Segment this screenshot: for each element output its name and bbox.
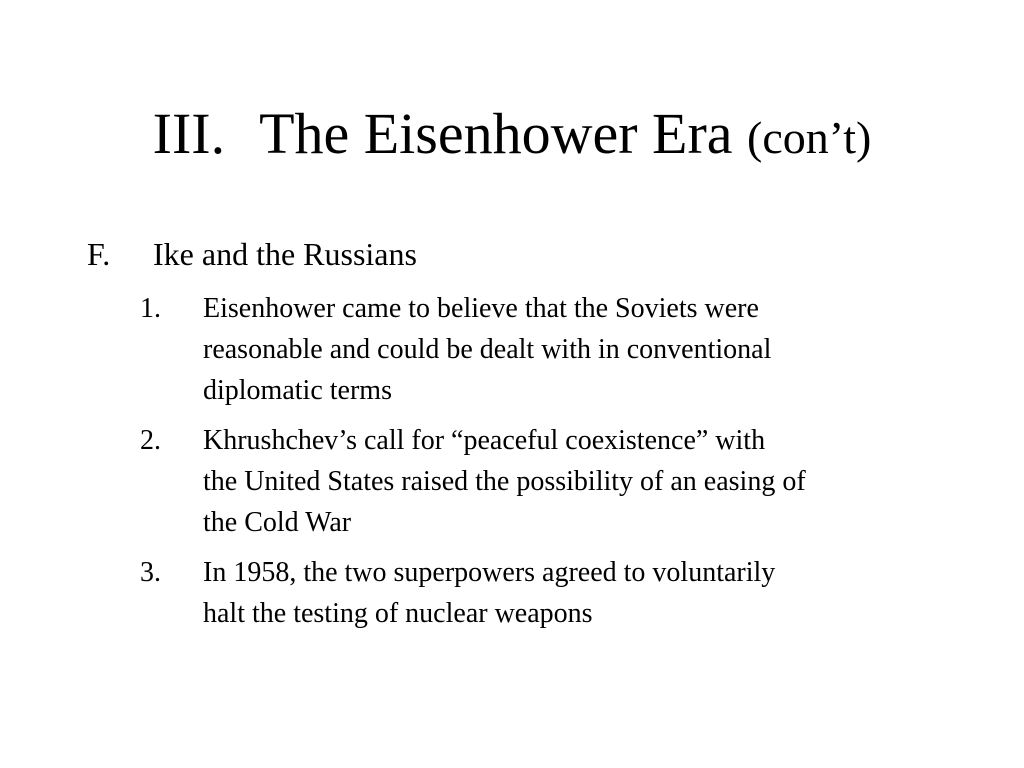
list-item-number: 1. — [140, 293, 161, 324]
list-item-line: the Cold War — [203, 507, 352, 538]
list-item-line: the United States raised the possibility of an easing of — [203, 466, 806, 497]
numbered-list — [140, 288, 960, 643]
title-main-text: The Eisenhower Era — [259, 101, 733, 166]
section-heading-row — [87, 234, 417, 274]
list-item-line: reasonable and could be dealt with in conventional — [203, 334, 772, 365]
section-marker: F. — [87, 236, 111, 272]
list-item-text — [203, 288, 960, 411]
list-item-text — [203, 552, 960, 634]
list-item — [140, 552, 960, 634]
list-item-line: In 1958, the two superpowers agreed to voluntarily — [203, 557, 776, 588]
list-item-number: 3. — [140, 557, 161, 588]
list-item-text — [203, 420, 960, 543]
slide-title — [0, 98, 1024, 174]
list-item-line: diplomatic terms — [203, 375, 392, 406]
title-numeral: III. — [152, 101, 226, 166]
list-item-line: halt the testing of nuclear weapons — [203, 598, 593, 629]
title-suffix: (con’t) — [747, 112, 872, 163]
section-heading: Ike and the Russians — [153, 236, 417, 272]
list-item-number: 2. — [140, 425, 161, 456]
list-item — [140, 288, 960, 411]
list-item-line: Eisenhower came to believe that the Soviets were — [203, 293, 759, 324]
list-item-line: Khrushchev’s call for “peaceful coexistence” with — [203, 425, 766, 456]
list-item — [140, 420, 960, 543]
